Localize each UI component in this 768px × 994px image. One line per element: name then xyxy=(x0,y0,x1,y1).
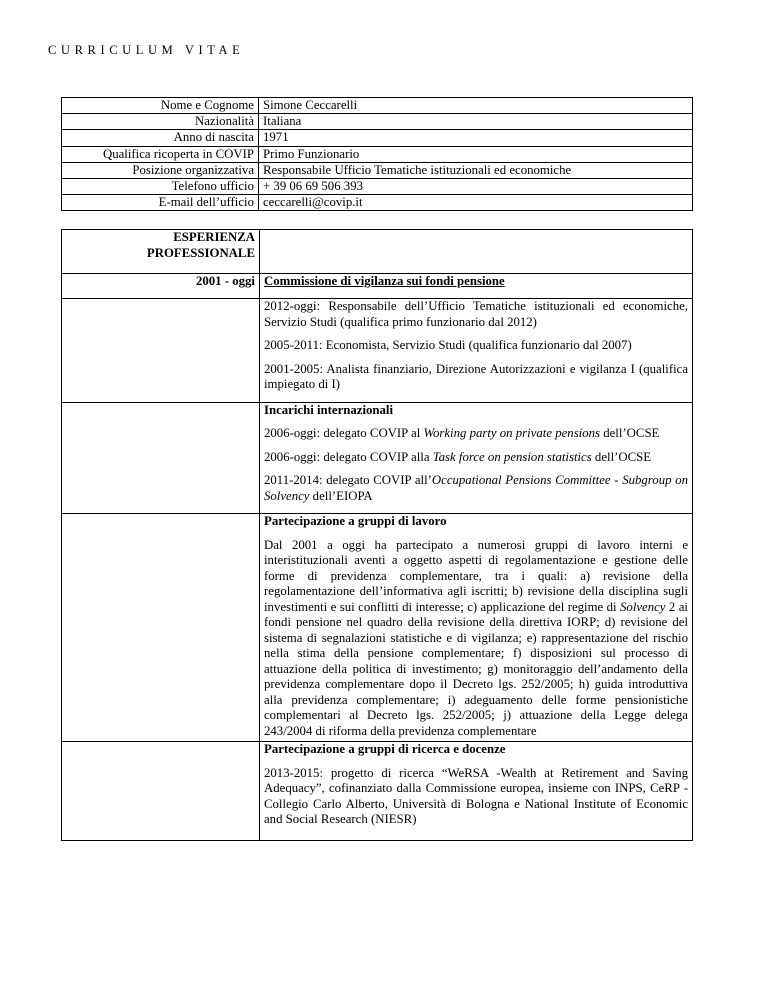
section-title-line-2: PROFESSIONALE xyxy=(146,245,255,260)
table-row xyxy=(62,179,693,195)
value-qualification: Primo Funzionario xyxy=(259,146,693,162)
international-cell xyxy=(260,402,693,514)
role-item: 2001-2005: Analista finanziario, Direzione Autorizzazioni e vigilanza I (qualifica impiegato di I) xyxy=(264,361,688,391)
research-text: 2013-2015: progetto di ricerca “WeRSA -Wealth at Retirement and Saving Adequacy”, cofinanziato dalla Commissione europea, insieme con INPS, CeRP - Collegio Carlo Alberto, Università di Bologna e National Institute of Economic and Social Research (NIESR) xyxy=(264,765,688,826)
label-nationality: Nazionalità xyxy=(62,114,259,130)
table-row xyxy=(62,402,693,514)
document-title: CURRICULUM VITAE xyxy=(48,43,245,57)
table-row xyxy=(62,146,693,162)
table-row xyxy=(62,274,693,299)
research-cell xyxy=(260,742,693,841)
empty-cell xyxy=(62,514,260,742)
role-item: 2005-2011: Economista, Servizio Studi (qualifica funzionario dal 2007) xyxy=(264,338,632,352)
label-qualification: Qualifica ricoperta in COVIP xyxy=(62,146,259,162)
working-groups-heading: Partecipazione a gruppi di lavoro xyxy=(264,514,447,528)
label-name: Nome e Cognome xyxy=(62,98,259,114)
section-title-line-1: ESPERIENZA xyxy=(173,230,255,244)
international-heading: Incarichi internazionali xyxy=(264,402,394,417)
empty-cell xyxy=(62,742,260,841)
experience-table xyxy=(61,229,693,841)
international-item: 2006-oggi: delegato COVIP alla Task force on pension statistics dell’OCSE xyxy=(264,449,652,464)
table-row xyxy=(62,130,693,146)
table-row xyxy=(62,195,693,211)
international-item: 2006-oggi: delegato COVIP al Working party on private pensions dell’OCSE xyxy=(264,426,660,440)
label-birth-year: Anno di nascita xyxy=(62,130,259,146)
table-row xyxy=(62,299,693,403)
research-heading: Partecipazione a gruppi di ricerca e docenze xyxy=(264,742,506,756)
role-item: 2012-oggi: Responsabile dell’Ufficio Tematiche istituzionali ed economiche, Servizio Studi (qualifica primo funzionario dal 2012) xyxy=(264,299,688,329)
label-position: Posizione organizzativa xyxy=(62,162,259,178)
value-email: ceccarelli@covip.it xyxy=(259,195,693,211)
period: 2001 - oggi xyxy=(62,274,260,299)
value-name: Simone Ceccarelli xyxy=(259,98,693,114)
table-row xyxy=(62,114,693,130)
working-groups-text: Dal 2001 a oggi ha partecipato a numerosi gruppi di lavoro interni e interistituzionali aventi a oggetto aspetti di regolamentazione e gestione delle forme di previdenza complementare, tra i quali: a) revisione della regolamentazione dell’informativa agli iscritti; b) revisione della disciplina sugli investimenti e sui conflitti di interesse; c) applicazione del regime di Solvency 2 ai fondi pensione nel quadro della revisione della direttiva IORP; d) revisione del sistema di segnalazioni statistiche e di vigilanza; e) rappresentazione del rischio nella stima della pensione complementare; f) disposizioni sul processo di attuazione della politica di investimento; g) monitoraggio dell’andamento della previdenza complementare dopo il Decreto lgs. 252/2005; h) guida introduttiva alla previdenza complementare; i) adeguamento delle forme pensionistiche complementari al Decreto lgs. 252/2005; j) attuazione della Legge delega 243/2004 di riforma della previdenza complementare xyxy=(264,537,688,738)
label-phone: Telefono ufficio xyxy=(62,179,259,195)
value-position: Responsabile Ufficio Tematiche istituzionali ed economiche xyxy=(259,162,693,178)
table-row xyxy=(62,230,693,274)
section-heading xyxy=(62,230,260,274)
empty-cell xyxy=(62,402,260,514)
empty-cell xyxy=(260,230,693,274)
value-nationality: Italiana xyxy=(259,114,693,130)
international-item: 2011-2014: delegato COVIP all’Occupational Pensions Committee - Subgroup on Solvency dell’EIOPA xyxy=(264,473,688,503)
table-row xyxy=(62,98,693,114)
value-birth-year: 1971 xyxy=(259,130,693,146)
table-row xyxy=(62,162,693,178)
working-groups-cell xyxy=(260,514,693,742)
roles-cell xyxy=(260,299,693,403)
employer-cell xyxy=(260,274,693,299)
personal-info-table xyxy=(61,97,693,211)
label-email: E-mail dell’ufficio xyxy=(62,195,259,211)
table-row xyxy=(62,742,693,841)
employer: Commissione di vigilanza sui fondi pensione xyxy=(264,274,505,288)
value-phone: + 39 06 69 506 393 xyxy=(259,179,693,195)
table-row xyxy=(62,514,693,742)
empty-cell xyxy=(62,299,260,403)
